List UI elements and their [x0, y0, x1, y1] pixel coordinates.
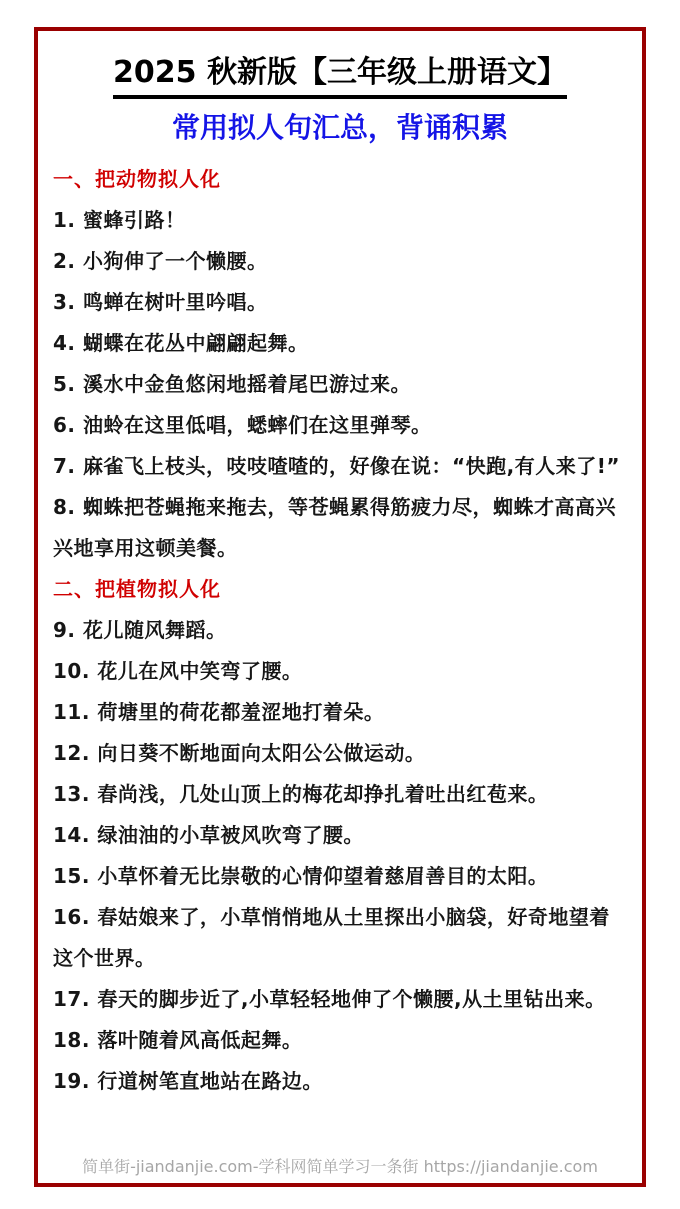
list-item: 12. 向日葵不断地面向太阳公公做运动。: [53, 740, 426, 765]
list-item: 4. 蝴蝶在花丛中翩翩起舞。: [53, 330, 309, 355]
list-item: 11. 荷塘里的荷花都羞涩地打着朵。: [53, 699, 385, 724]
list-item: 19. 行道树笔直地站在路边。: [53, 1068, 323, 1093]
document-page-border: [34, 27, 646, 1187]
list-item: 16. 春姑娘来了，小草悄悄地从土里探出小脑袋，好奇地望着这个世界。: [53, 904, 610, 970]
list-item: 14. 绿油油的小草被风吹弯了腰。: [53, 822, 364, 847]
document-content: [51, 159, 629, 1102]
list-item: 1. 蜜蜂引路！: [53, 207, 186, 232]
list-item: 5. 溪水中金鱼悠闲地摇着尾巴游过来。: [53, 371, 411, 396]
list-item: 8. 蜘蛛把苍蝇拖来拖去，等苍蝇累得筋疲力尽，蜘蛛才高高兴兴地享用这顿美餐。: [53, 494, 616, 560]
list-item: 13. 春尚浅，几处山顶上的梅花却挣扎着吐出红苞来。: [53, 781, 549, 806]
list-item: 6. 油蛉在这里低唱，蟋蟀们在这里弹琴。: [53, 412, 432, 437]
list-item: 17. 春天的脚步近了,小草轻轻地伸了个懒腰,从土里钻出来。: [53, 986, 606, 1011]
document-subtitle: 常用拟人句汇总，背诵积累: [171, 111, 508, 144]
list-item: 15. 小草怀着无比崇敬的心情仰望着慈眉善目的太阳。: [53, 863, 549, 888]
section-heading-plants: 二、把植物拟人化: [53, 576, 221, 601]
document-title-text: 2025 秋新版【三年级上册语文】: [113, 55, 567, 99]
section-heading-animals: 一、把动物拟人化: [53, 166, 221, 191]
page-footer: 简单街-jiandanjie.com-学科网简单学习一条街 https://jiandanjie.com: [82, 1157, 598, 1176]
list-item: 3. 鸣蝉在树叶里吟唱。: [53, 289, 268, 314]
list-item: 7. 麻雀飞上枝头，吱吱喳喳的，好像在说：“快跑,有人来了!”: [53, 453, 620, 478]
list-item: 18. 落叶随着风高低起舞。: [53, 1027, 303, 1052]
document-title: [51, 55, 629, 99]
list-item: 2. 小狗伸了一个懒腰。: [53, 248, 268, 273]
list-item: 10. 花儿在风中笑弯了腰。: [53, 658, 303, 683]
list-item: 9. 花儿随风舞蹈。: [53, 617, 227, 642]
